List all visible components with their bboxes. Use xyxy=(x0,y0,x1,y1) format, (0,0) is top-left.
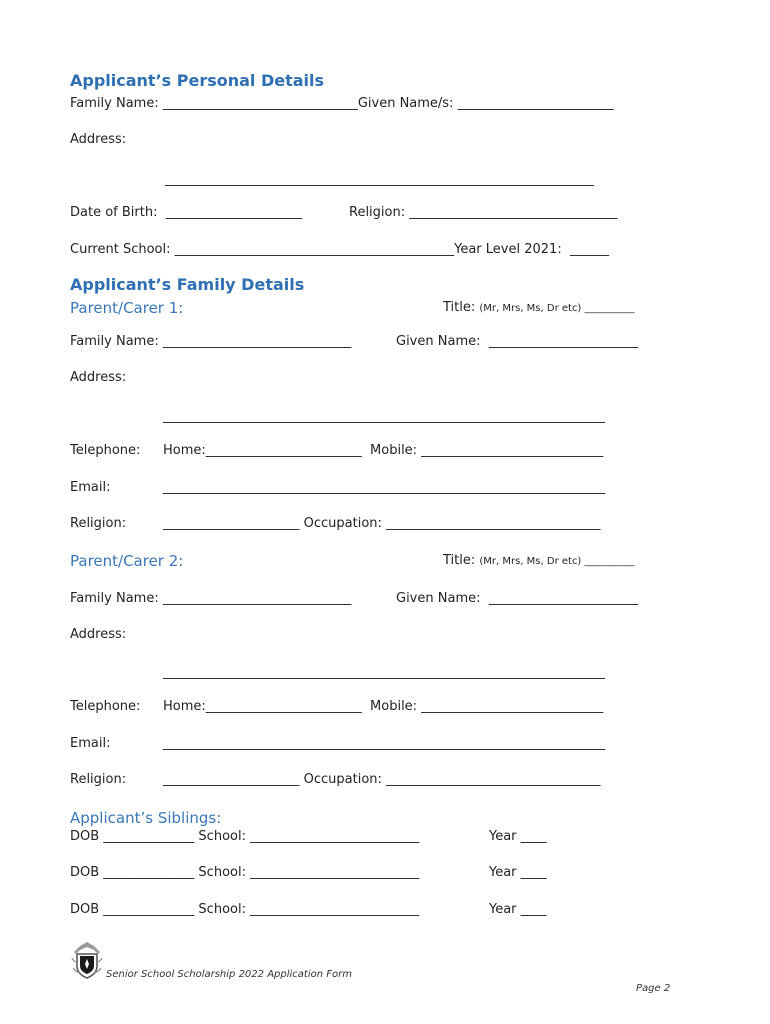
footer-form-title: Senior School Scholarship 2022 Application Form xyxy=(106,969,352,980)
parent1-title-field[interactable] xyxy=(443,300,635,317)
sibling-1-year-field[interactable]: Year ____ xyxy=(489,829,547,844)
personal-address-label: Address: xyxy=(70,132,127,147)
parent2-address-field[interactable]: ____________________________________________________________________ xyxy=(163,665,605,680)
parent2-family-name-field[interactable]: Family Name: _____________________________ xyxy=(70,591,352,606)
parent1-telephone-label: Telephone: xyxy=(70,443,141,458)
parent2-religion-occupation-field[interactable]: _____________________ Occupation: _________________________________ xyxy=(163,772,601,787)
parent1-religion-occupation-field[interactable]: _____________________ Occupation: _________________________________ xyxy=(163,516,601,531)
parent1-email-label: Email: xyxy=(70,480,111,495)
parent2-telephone-label: Telephone: xyxy=(70,699,141,714)
parent2-address-label: Address: xyxy=(70,627,127,642)
parent2-title-label: Title: xyxy=(443,553,480,568)
personal-religion-field[interactable]: Religion: ________________________________ xyxy=(349,205,618,220)
personal-family-given-name-field[interactable]: Family Name: ______________________________Given Name/s: ________________________ xyxy=(70,96,614,111)
parent2-telephone-field[interactable]: Home:________________________ Mobile: ____________________________ xyxy=(163,699,604,714)
parent2-religion-label: Religion: xyxy=(70,772,127,787)
personal-details-heading: Applicant’s Personal Details xyxy=(70,71,325,90)
siblings-heading: Applicant’s Siblings: xyxy=(70,809,222,827)
parent1-address-label: Address: xyxy=(70,370,127,385)
parent2-title-field[interactable] xyxy=(443,553,635,570)
parent1-family-name-field[interactable]: Family Name: _____________________________ xyxy=(70,334,352,349)
personal-school-year-field[interactable]: Current School: ___________________________________________Year Level 2021: ______ xyxy=(70,242,609,257)
parent2-title-hint: (Mr, Mrs, Ms, Dr etc) __________ xyxy=(479,556,635,567)
parent1-title-label: Title: xyxy=(443,300,480,315)
sibling-2-dob-school-field[interactable]: DOB ______________ School: __________________________ xyxy=(70,865,420,880)
sibling-2-year-field[interactable]: Year ____ xyxy=(489,865,547,880)
personal-dob-field[interactable]: Date of Birth: _____________________ xyxy=(70,205,303,220)
parent2-heading: Parent/Carer 2: xyxy=(70,552,184,570)
parent1-religion-label: Religion: xyxy=(70,516,127,531)
sibling-3-year-field[interactable]: Year ____ xyxy=(489,902,547,917)
sibling-3-dob-school-field[interactable]: DOB ______________ School: __________________________ xyxy=(70,902,420,917)
parent2-email-field[interactable]: ____________________________________________________________________ xyxy=(163,736,605,751)
parent1-title-hint: (Mr, Mrs, Ms, Dr etc) __________ xyxy=(479,303,635,314)
family-details-heading: Applicant’s Family Details xyxy=(70,275,305,294)
parent2-given-name-field[interactable]: Given Name: _______________________ xyxy=(396,591,639,606)
personal-address-field[interactable]: __________________________________________________________________ xyxy=(165,172,594,187)
page-number: Page 2 xyxy=(636,983,671,994)
parent1-telephone-field[interactable]: Home:________________________ Mobile: ____________________________ xyxy=(163,443,604,458)
parent2-email-label: Email: xyxy=(70,736,111,751)
parent1-heading: Parent/Carer 1: xyxy=(70,299,184,317)
parent1-given-name-field[interactable]: Given Name: _______________________ xyxy=(396,334,639,349)
school-crest-icon xyxy=(70,938,104,980)
parent1-address-field[interactable]: ____________________________________________________________________ xyxy=(163,409,605,424)
sibling-1-dob-school-field[interactable]: DOB ______________ School: __________________________ xyxy=(70,829,420,844)
parent1-email-field[interactable]: ____________________________________________________________________ xyxy=(163,480,605,495)
